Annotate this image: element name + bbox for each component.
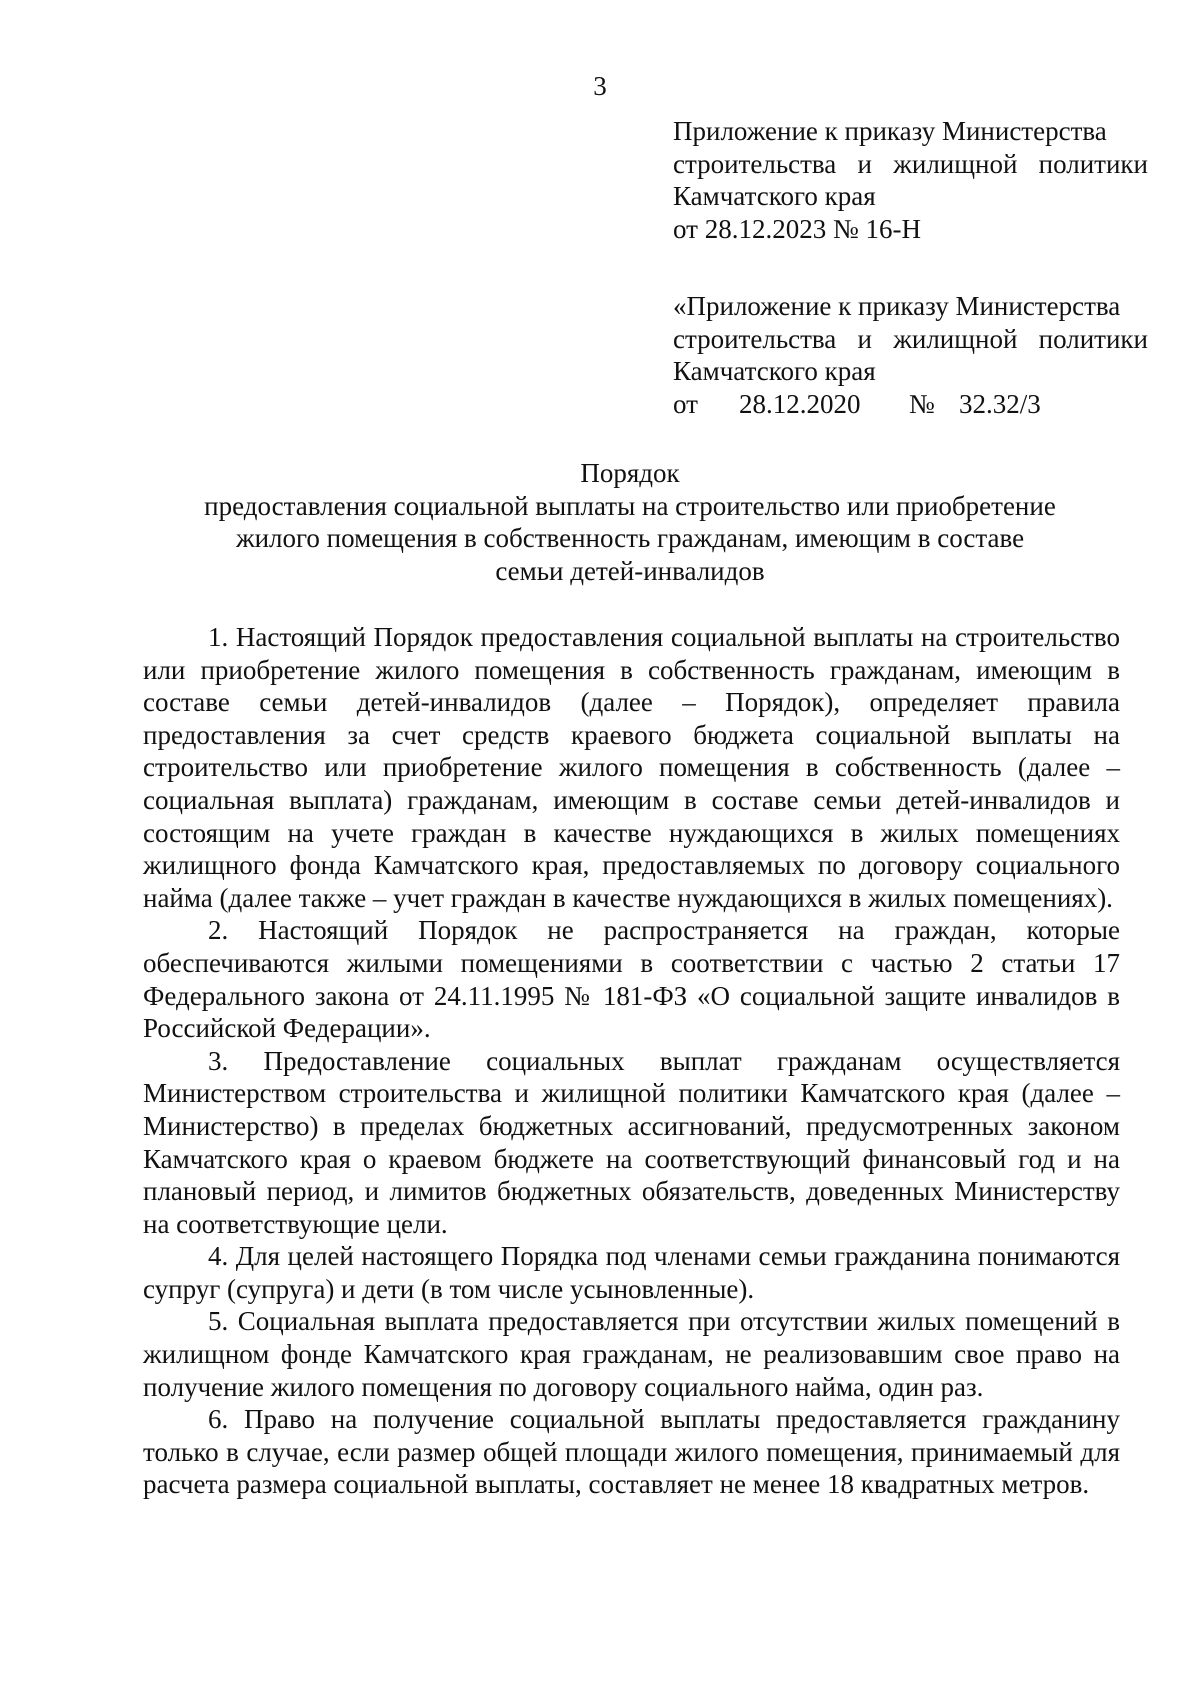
title-line: предоставления социальной выплаты на строительство или приобретение xyxy=(204,490,1056,521)
title-line: семьи детей-инвалидов xyxy=(495,555,765,586)
paragraph-2: 2. Настоящий Порядок не распространяется на граждан, которые обеспечиваются жилыми помещениями в соответствии с частью 2 статьи 17 Федерального закона от 24.11.1995 № 181-ФЗ «О социальной защите инвалидов в Российской Федерации». xyxy=(143,915,1120,1044)
page-number: 3 xyxy=(593,71,607,101)
appendix-current-line: от 28.12.2023 № 16-Н xyxy=(673,213,921,244)
title-line: жилого помещения в собственность гражданам, имеющим в составе xyxy=(235,523,1025,553)
paragraph-5: 5. Социальная выплата предоставляется при отсутствии жилых помещений в жилищном фонде Камчатского края гражданам, не реализовавшим свое право на получение жилого помещения по договору социального найма, один раз. xyxy=(143,1306,1120,1402)
appendix-original-signature-row xyxy=(673,388,1148,421)
title-heading: Порядок xyxy=(580,458,680,488)
signature-date: 28.12.2020 xyxy=(739,388,861,419)
appendix-current-line: Камчатского края xyxy=(673,181,876,211)
appendix-original-line: «Приложение к приказу Министерства xyxy=(673,291,1121,321)
document-title xyxy=(140,457,1120,587)
paragraph-1: 1. Настоящий Порядок предоставления социальной выплаты на строительство или приобретение жилого помещения в собственность гражданам, имеющим в составе семьи детей-инвалидов (далее – Порядок), определяет правила предоставления за счет средств краевого бюджета социальной выплаты на строительство или приобретение жилого помещения в собственность (далее – социальная выплата) гражданам, имеющим в составе семьи детей-инвалидов и состоящим на учете граждан в качестве нуждающихся в жилых помещениях жилищного фонда Камчатского края, предоставляемых по договору социального найма (далее также – учет граждан в качестве нуждающихся в жилых помещениях). xyxy=(143,622,1120,913)
paragraph-4: 4. Для целей настоящего Порядка под членами семьи гражданина понимаются супруг (супруга) и дети (в том числе усыновленные). xyxy=(143,1241,1120,1304)
paragraph-3: 3. Предоставление социальных выплат гражданам осуществляется Министерством строительства и жилищной политики Камчатского края (далее – Министерство) в пределах бюджетных ассигнований, предусмотренных законом Камчатского края о краевом бюджете на соответствующий финансовый год и на плановый период, и лимитов бюджетных обязательств, доведенных Министерству на соответствующие цели. xyxy=(143,1045,1120,1239)
appendix-original-line: Камчатского края xyxy=(673,356,876,386)
appendix-current-line: Приложение к приказу Министерства xyxy=(673,116,1107,146)
paragraph-6: 6. Право на получение социальной выплаты предоставляется гражданину только в случае, если размер общей площади жилого помещения, принимаемый для расчета размера социальной выплаты, составляет не менее 18 квадратных метров. xyxy=(143,1404,1120,1500)
signature-ot: от xyxy=(673,388,698,419)
signature-number-sign: № xyxy=(909,388,935,419)
document-body xyxy=(143,621,1120,1501)
appendix-original-line: строительства и жилищной политики xyxy=(673,323,1148,354)
appendix-current-block xyxy=(673,115,1148,245)
signature-number: 32.32/3 xyxy=(959,388,1041,419)
appendix-original-block xyxy=(673,290,1148,420)
appendix-current-line: строительства и жилищной политики xyxy=(673,148,1148,179)
